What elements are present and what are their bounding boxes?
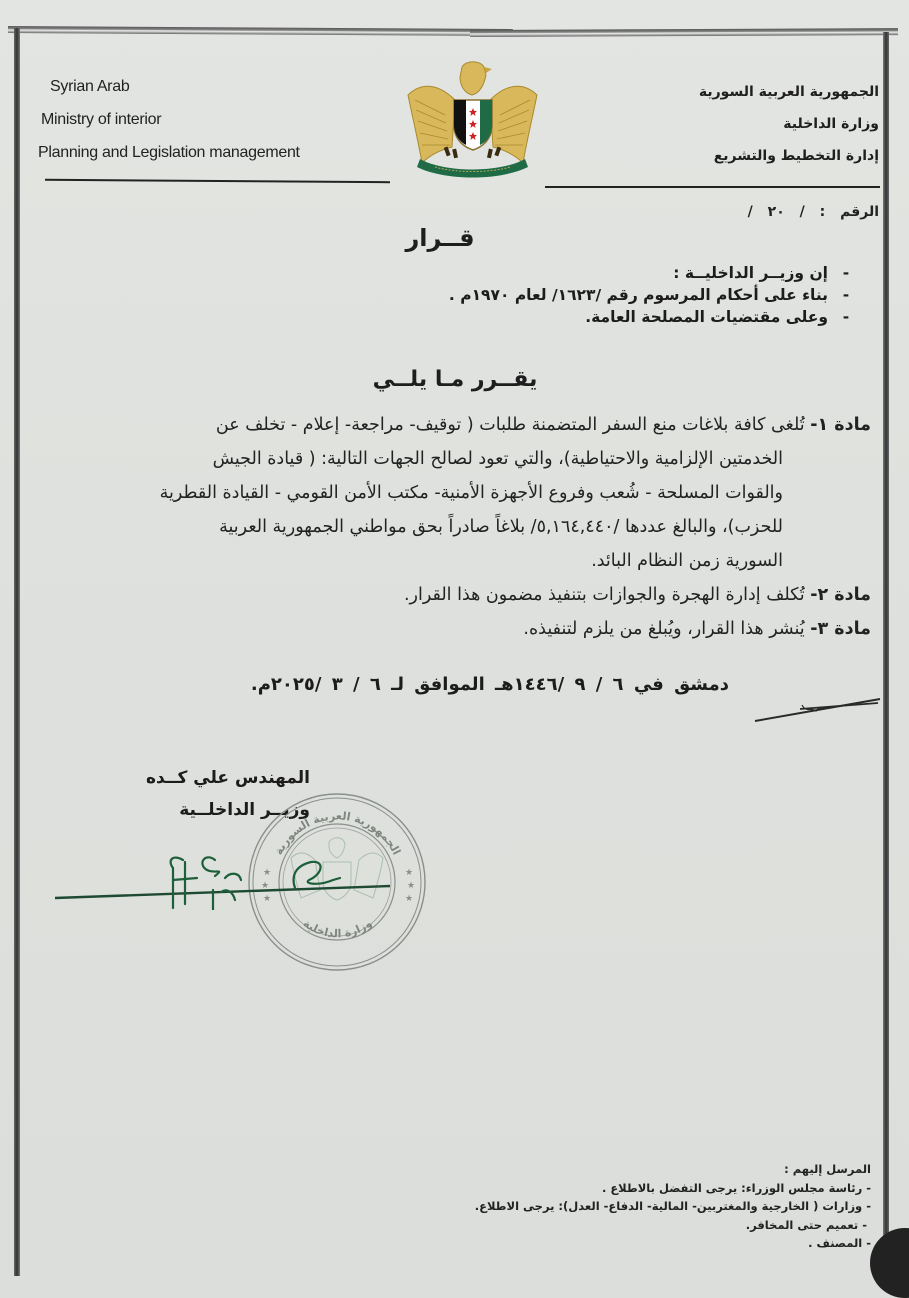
article-text-line: الخدمتين الإلزامية والاحتياطية)، والتي تعود لصالح الجهات التالية: ( قيادة الجيش <box>212 449 783 469</box>
document-title: قــرار <box>405 224 475 252</box>
svg-text:★: ★ <box>405 894 414 904</box>
distribution-list <box>271 1160 871 1253</box>
minister-signature-icon <box>55 840 395 910</box>
article-1-continuation <box>31 442 871 578</box>
article-text-line: السورية زمن النظام البائد. <box>591 551 783 571</box>
svg-text:★: ★ <box>261 881 270 891</box>
arabic-department: إدارة التخطيط والتشريع <box>713 148 879 164</box>
article-text-line: والقوات المسلحة - شُعب وفروع الأجهزة الأمنية- مكتب الأمن القومي - القيادة القطرية <box>159 483 783 503</box>
distribution-item: - وزارات ( الخارجية والمغتربين- المالية- الدفاع- العدل): يرجى الاطلاع. <box>474 1199 871 1213</box>
arabic-ministry: وزارة الداخلية <box>783 116 879 132</box>
arabic-letterhead <box>619 76 879 172</box>
article-2 <box>31 578 871 612</box>
frame-border-top-right <box>470 28 898 37</box>
frame-border-left <box>14 28 20 1276</box>
letterhead-divider-left <box>45 179 390 183</box>
preamble-text: وعلى مقتضيات المصلحة العامة. <box>585 308 828 326</box>
article-label: مادة ٣- <box>810 619 871 639</box>
svg-text:★: ★ <box>407 881 416 891</box>
reference-label: الرقم : / <box>799 204 879 220</box>
svg-text:★: ★ <box>263 868 272 878</box>
article-text-line: للحزب)، والبالغ عددها /٥,١٦٤,٤٤٠/ بلاغاً صادراً بحق مواطني الجمهورية العربية <box>219 517 783 537</box>
date-line: دمشق في ٦ / ٩ /١٤٤٦هـ الموافق لـ ٦ / ٣ /٢٠٢٥م. <box>250 674 729 695</box>
svg-text:الجمهورية العربية السورية: الجمهورية العربية السورية <box>271 809 404 858</box>
english-country: Syrian Arab <box>50 78 130 95</box>
distribution-item: - رئاسة مجلس الوزراء: يرجى التفضل بالاطلاع . <box>601 1180 871 1195</box>
preamble-text: إن وزيــر الداخليــة : <box>673 264 828 282</box>
letterhead-divider-right <box>545 186 880 188</box>
english-department: Planning and Legislation management <box>38 144 300 161</box>
article-3 <box>31 612 871 646</box>
distribution-item: - المصنف . <box>808 1236 871 1250</box>
preamble-text: بناء على أحكام المرسوم رقم /١٦٢٣/ لعام ١٩٧٠م . <box>448 286 828 304</box>
article-text: يُنشر هذا القرار، ويُبلغ من يلزم لتنفيذه. <box>523 619 805 639</box>
svg-text:وزارة الداخلية: وزارة الداخلية <box>300 916 375 941</box>
svg-text:★: ★ <box>405 868 414 878</box>
decides-heading: يقــرر مـا يلــي <box>372 367 538 392</box>
article-text: تُلغى كافة بلاغات منع السفر المتضمنة طلبات ( توقيف- مراجعة- إعلام - تخلف عن <box>215 415 805 435</box>
svg-text:★: ★ <box>263 894 272 904</box>
frame-border-top <box>8 26 513 36</box>
english-ministry: Ministry of interior <box>41 111 162 128</box>
preamble-item: - إن وزيــر الداخليــة : <box>673 264 850 282</box>
preamble <box>364 262 864 328</box>
reference-number <box>748 204 879 220</box>
english-letterhead <box>38 70 358 169</box>
signatory-name: المهندس علي كــده <box>146 768 310 788</box>
distribution-heading: المرسل إليهم : <box>784 1162 871 1176</box>
initials-mark-icon <box>750 695 885 725</box>
photo-corner-shadow <box>870 1228 909 1298</box>
signatory-title: وزيــر الداخلــية <box>179 800 310 820</box>
article-1 <box>31 408 871 442</box>
distribution-item: - تعميم حتى المخافر. <box>745 1217 867 1232</box>
frame-border-right <box>883 32 889 1276</box>
syrian-eagle-emblem-icon <box>400 55 545 180</box>
article-text: تُكلف إدارة الهجرة والجوازات بتنفيذ مضمون هذا القرار. <box>403 585 805 605</box>
preamble-item: - بناء على أحكام المرسوم رقم /١٦٢٣/ لعام ١٩٧٠م . <box>448 286 850 304</box>
preamble-item: - وعلى مقتضيات المصلحة العامة. <box>585 308 850 326</box>
arabic-country: الجمهورية العربية السورية <box>698 84 879 100</box>
reference-value: ٢٠ / <box>747 204 785 220</box>
articles <box>31 408 871 646</box>
article-label: مادة ١- <box>810 415 871 435</box>
article-label: مادة ٢- <box>810 585 871 605</box>
